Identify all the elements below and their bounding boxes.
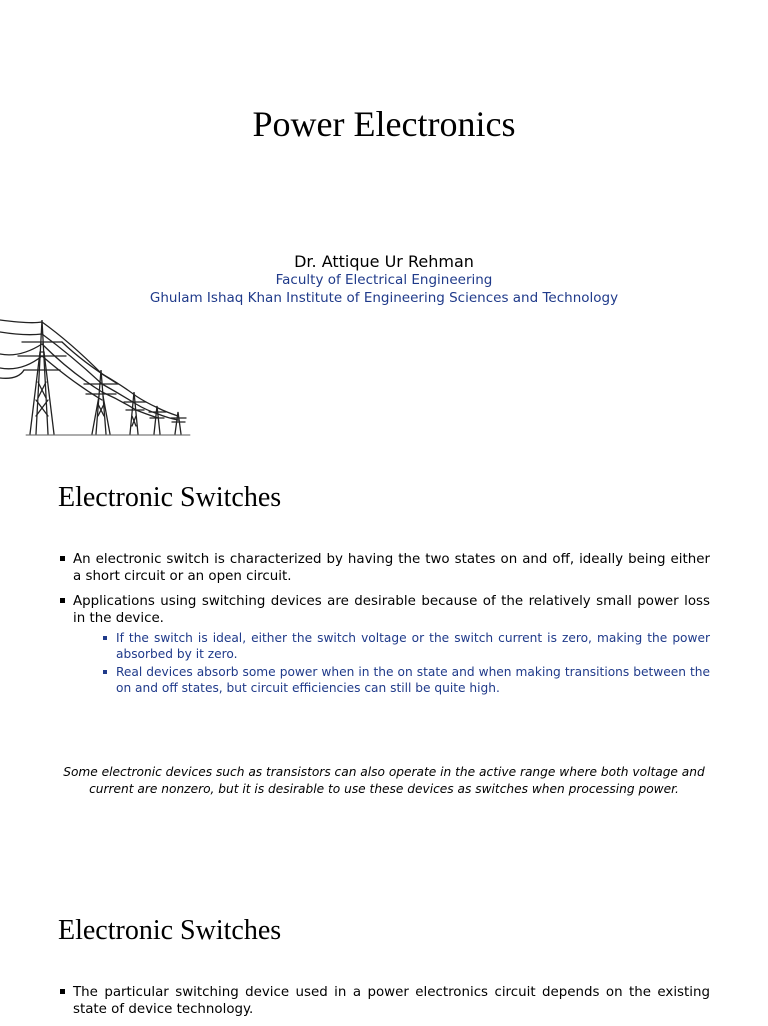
institute-name: Ghulam Ishaq Khan Institute of Engineering Sciences and Technology bbox=[149, 290, 619, 306]
bullet-item: The particular switching device used in a power electronics circuit depends on the existing state of device technology. bbox=[58, 984, 710, 1018]
title-slide bbox=[0, 0, 768, 434]
italic-note: Some electronic devices such as transistors can also operate in the active range where both voltage and current are nonzero, but it is desirable to use these devices as switches when processing power. bbox=[63, 765, 705, 796]
slide-heading: Electronic Switches bbox=[58, 915, 282, 946]
bullet-list bbox=[58, 551, 710, 704]
bullet-text: Applications using switching devices are desirable because of the relatively small power loss in the device. bbox=[73, 594, 710, 626]
sub-bullet-item: If the switch is ideal, either the switch voltage or the switch current is zero, making the power absorbed by it zero. bbox=[102, 631, 710, 662]
sub-bullet-item: Real devices absorb some power when in the on state and when making transitions between the on and off states, but circuit efficiencies can still be quite high. bbox=[102, 665, 710, 696]
power-transmission-towers-icon bbox=[0, 312, 200, 436]
sub-bullet-list bbox=[73, 631, 710, 696]
slide-heading: Electronic Switches bbox=[58, 482, 282, 513]
bullet-item: An electronic switch is characterized by having the two states on and off, ideally being either a short circuit or an open circuit. bbox=[58, 551, 710, 585]
bullet-item bbox=[58, 593, 710, 696]
faculty-name: Faculty of Electrical Engineering bbox=[275, 272, 493, 288]
author-name: Dr. Attique Ur Rehman bbox=[294, 252, 474, 271]
presentation-title: Power Electronics bbox=[252, 104, 516, 144]
bullet-list bbox=[58, 984, 710, 1026]
